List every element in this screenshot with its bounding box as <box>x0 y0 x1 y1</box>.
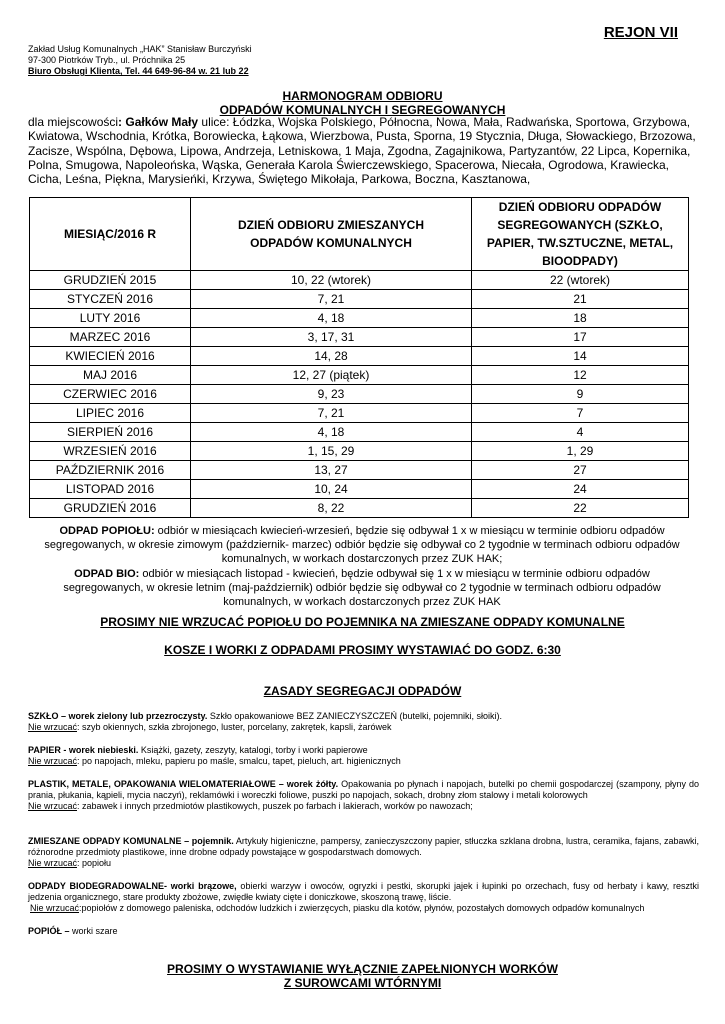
cell-month: SIERPIEŃ 2016 <box>30 423 191 442</box>
rule-text: obierki warzyw i owoców, ogryzki i pestki, skorupki jajek i łupinki po orzechach, fusy od herbaty i kawy, resztki jedzenia organicznego, stare produkty zbożowe, zwiędłe kwiaty cięte i doniczkowe, skoszoną trawę, liście. <box>28 881 699 903</box>
region-label: REJON VII <box>603 24 678 41</box>
schedule-row <box>30 385 689 404</box>
schedule-row <box>30 442 689 461</box>
waste-notes <box>34 524 690 609</box>
rule-exclusion-label: Nie wrzucać <box>28 756 78 767</box>
cell-mixed-days: 3, 17, 31 <box>191 328 472 347</box>
bio-note <box>34 567 690 610</box>
rule-text: Artykuły higieniczne, pampersy, zanieczyszczony papier, stłuczka szklana drobna, lustra, ceramika, fajans, zabawki, różnorodne przedmioty plastikowe, inne drobne odpady powstające w gospodarstwach domowych. <box>28 836 700 858</box>
company-address: 97-300 Piotrków Tryb., ul. Próchnika 25 <box>28 55 186 65</box>
rule-label: PLASTIK, METALE, OPAKOWANIA WIELOMATERIAŁOWE – worek żółty. <box>28 779 339 789</box>
rule-mixed-waste <box>28 836 699 870</box>
rule-text: Szkło opakowaniowe BEZ ZANIECZYSZCZEŃ (butelki, pojemniki, słoiki). <box>207 711 502 721</box>
cell-segregated-days: 18 <box>472 309 689 328</box>
rule-label: ODPADY BIODEGRADOWALNE- worki brązowe, <box>28 881 237 891</box>
schedule-row <box>30 290 689 309</box>
cell-month: WRZESIEŃ 2016 <box>30 442 191 461</box>
cell-segregated-days: 9 <box>472 385 689 404</box>
rule-plastic-metal <box>28 779 699 813</box>
ash-note-text: odbiór w miesiącach kwiecień-wrzesień, będzie się odbywał 1 x w miesiącu w terminie odbioru odpadów segregowanych, w okresie zimowym (październik- marzec) odbiór będzie się odbywał co 2 tygodnie w terminach odbioru odpadów komunalnych, w workach dostarczonych przez ZUK HAK; <box>44 525 680 566</box>
rule-exclusion-label: Nie wrzucać <box>28 722 78 733</box>
rule-exclusion-text: :popiołów z domowego paleniska, odchodów ludzkich i zwierzęcych, piasku dla kotów, płynów, pozostałych domowych odpadów komunalnych <box>79 903 645 914</box>
footer-line-2: Z SUROWCAMI WTÓRNYMI <box>283 976 442 990</box>
cell-month: MARZEC 2016 <box>30 328 191 347</box>
cell-mixed-days: 10, 22 (wtorek) <box>191 271 472 290</box>
cell-mixed-days: 1, 15, 29 <box>191 442 472 461</box>
cell-month: STYCZEŃ 2016 <box>30 290 191 309</box>
rule-ash <box>28 926 699 937</box>
schedule-row <box>30 347 689 366</box>
rule-label: POPIÓŁ – <box>28 926 70 936</box>
cell-segregated-days: 24 <box>472 480 689 499</box>
cell-segregated-days: 4 <box>472 423 689 442</box>
company-name: Zakład Usług Komunalnych „HAK” Stanisław Burczyński <box>28 44 252 54</box>
schedule-row <box>30 423 689 442</box>
locality-name: : Gałków Mały <box>118 115 199 129</box>
schedule-row <box>30 404 689 423</box>
locality-streets <box>28 115 698 186</box>
cell-segregated-days: 21 <box>472 290 689 309</box>
cell-segregated-days: 7 <box>472 404 689 423</box>
cell-month: GRUDZIEŃ 2016 <box>30 499 191 518</box>
cell-mixed-days: 4, 18 <box>191 309 472 328</box>
page-title: HARMONOGRAM ODBIORU <box>282 89 443 103</box>
rule-exclusion-text: : popiołu <box>77 858 112 869</box>
header-month: MIESIĄC/2016 R <box>30 198 191 271</box>
cell-month: CZERWIEC 2016 <box>30 385 191 404</box>
cell-segregated-days: 27 <box>472 461 689 480</box>
schedule-row <box>30 271 689 290</box>
rule-exclusion-text: : zabawek i innych przedmiotów plastikowych, puszek po farbach i lakierach, worków po nawozach; <box>77 801 473 812</box>
cell-segregated-days: 12 <box>472 366 689 385</box>
schedule-header-row <box>30 198 689 271</box>
cell-mixed-days: 8, 22 <box>191 499 472 518</box>
bio-note-text: odbiór w miesiącach listopad - kwiecień, będzie odbywał się 1 x w miesiącu w terminie odbioru odpadów segregowanych, w okresie letnim (maj-październik) odbiór będzie się odbywał co 2 tygodnie w terminach odbioru odpadów komunalnych, w workach dostarczonych przez ZUK HAK <box>63 567 661 609</box>
rule-text: worki szare <box>69 926 118 936</box>
rule-biodegradable <box>28 881 699 915</box>
cell-month: LIPIEC 2016 <box>30 404 191 423</box>
schedule-row <box>30 366 689 385</box>
schedule-row <box>30 461 689 480</box>
locality-prefix: dla miejscowości <box>28 115 119 129</box>
cell-mixed-days: 4, 18 <box>191 423 472 442</box>
page-subtitle: ODPADÓW KOMUNALNYCH I SEGREGOWANYCH <box>219 103 506 117</box>
ash-warning-notice: PROSIMY NIE WRZUCAĆ POPIOŁU DO POJEMNIKA NA ZMIESZANE ODPADY KOMUNALNE <box>100 615 625 629</box>
rule-label: PAPIER - worek niebieski. <box>28 745 139 755</box>
rule-exclusion-text: : po napojach, mleku, papieru po maśle, smalcu, tapet, pieluch, art. higienicznych <box>77 756 401 767</box>
cell-mixed-days: 7, 21 <box>191 404 472 423</box>
rule-exclusion-label: Nie wrzucać <box>30 903 80 914</box>
schedule-row <box>30 328 689 347</box>
rule-text: Opakowania po płynach i napojach, butelki po chemii gospodarczej (szampony, płyny do prania, płukania, kąpieli, mycia naczyń), reklamówki i woreczki foliowe, puszki po napojach, sokach, drobny złom stalowy i metali kolorowych <box>28 779 699 801</box>
schedule-table <box>29 197 689 518</box>
rule-exclusion-label: Nie wrzucać <box>28 858 78 869</box>
ash-note-label: ODPAD POPIOŁU: <box>59 525 155 537</box>
cell-segregated-days: 17 <box>472 328 689 347</box>
cell-mixed-days: 10, 24 <box>191 480 472 499</box>
bio-note-label: ODPAD BIO: <box>74 567 140 580</box>
schedule-row <box>30 309 689 328</box>
cell-segregated-days: 14 <box>472 347 689 366</box>
street-list: ulice: Łódzka, Wojska Polskiego, Północna, Nowa, Mała, Radwańska, Sportowa, Grzybowa, Kwiatowa, Wschodnia, Krótka, Borowiecka, Łąkowa, Wierzbowa, Pusta, Sporna, 19 Stycznia, Długa, Słowackiego, Brzozowa, Zacisze, Wspólna, Dębowa, Lipowa, Andrzeja, Letniskowa, 1 Maja, Zgodna, Zagajnikowa, Partyzantów, 22 Lipca, Kopernika, Polna, Smugowa, Napoleońska, Wąska, Generała Karola Świerczewskiego, Spacerowa, Niecała, Ogrodowa, Krawiecka, Cicha, Leśna, Piękna, Marysieńki, Krzywa, Świętego Mikołaja, Parkowa, Boczna, Kasztanowa, <box>28 115 696 187</box>
company-phone: Biuro Obsługi Klienta, Tel. 44 649-96-84 w. 21 lub 22 <box>28 66 249 76</box>
bins-time-notice: KOSZE I WORKI Z ODPADAMI PROSIMY WYSTAWIAĆ DO GODZ. 6:30 <box>164 643 561 657</box>
ash-note <box>34 524 690 567</box>
schedule-row <box>30 499 689 518</box>
cell-month: PAŹDZIERNIK 2016 <box>30 461 191 480</box>
rule-label: SZKŁO – worek zielony lub przezroczysty. <box>28 711 208 721</box>
cell-segregated-days: 22 (wtorek) <box>472 271 689 290</box>
cell-mixed-days: 14, 28 <box>191 347 472 366</box>
cell-month: MAJ 2016 <box>30 366 191 385</box>
rule-exclusion-text: : szyb okiennych, szkła zbrojonego, luster, porcelany, zakrętek, kapsli, żarówek <box>77 722 392 733</box>
footer-notice <box>0 962 725 990</box>
schedule-row <box>30 480 689 499</box>
header-segregated-waste: DZIEŃ ODBIORU ODPADÓW SEGREGOWANYCH (SZKŁO, PAPIER, TW.SZTUCZNE, METAL, BIOODPADY) <box>472 198 689 271</box>
cell-month: GRUDZIEŃ 2015 <box>30 271 191 290</box>
cell-month: KWIECIEŃ 2016 <box>30 347 191 366</box>
cell-mixed-days: 9, 23 <box>191 385 472 404</box>
cell-mixed-days: 12, 27 (piątek) <box>191 366 472 385</box>
cell-month: LISTOPAD 2016 <box>30 480 191 499</box>
cell-mixed-days: 13, 27 <box>191 461 472 480</box>
rule-paper <box>28 745 699 767</box>
rule-text: Książki, gazety, zeszyty, katalogi, torby i worki papierowe <box>138 745 368 755</box>
footer-line-1: PROSIMY O WYSTAWIANIE WYŁĄCZNIE ZAPEŁNIONYCH WORKÓW <box>167 962 558 976</box>
segregation-title: ZASADY SEGREGACJI ODPADÓW <box>263 684 462 698</box>
rule-label: ZMIESZANE ODPADY KOMUNALNE – pojemnik. <box>28 836 234 846</box>
cell-mixed-days: 7, 21 <box>191 290 472 309</box>
header-mixed-waste: DZIEŃ ODBIORU ZMIESZANYCH ODPADÓW KOMUNALNYCH <box>191 198 472 271</box>
cell-segregated-days: 1, 29 <box>472 442 689 461</box>
rule-exclusion-label: Nie wrzucać <box>28 801 78 812</box>
cell-month: LUTY 2016 <box>30 309 191 328</box>
cell-segregated-days: 22 <box>472 499 689 518</box>
rule-glass <box>28 711 699 733</box>
